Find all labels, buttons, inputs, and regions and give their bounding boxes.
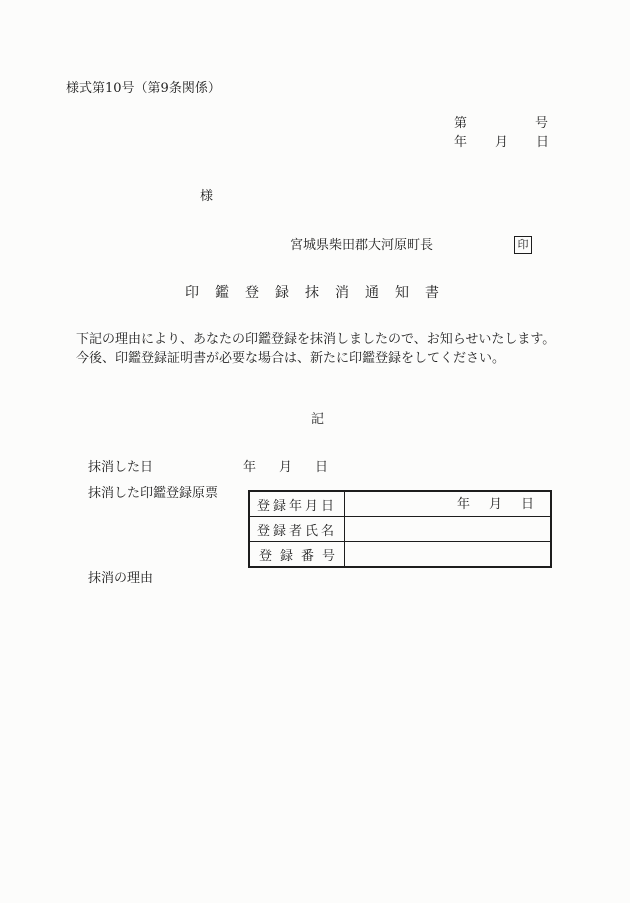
registration-date-month: 月 (488, 496, 502, 512)
form-title: 印鑑登録抹消通知書 (185, 285, 455, 301)
erased-date-year: 年 (243, 460, 257, 475)
row-label-registration-date: 登録年月日 (249, 491, 345, 517)
doc-number-prefix: 第 (454, 116, 468, 131)
table-row (249, 517, 551, 542)
erased-date-value (243, 461, 328, 474)
erased-date-month: 月 (279, 460, 293, 475)
erased-date-day: 日 (315, 460, 329, 475)
issue-date-year: 年 (454, 135, 468, 150)
reason-label: 抹消の理由 (88, 571, 154, 586)
registration-date-year: 年 (456, 496, 470, 512)
seal-mark-label: 印 (517, 238, 529, 251)
row-label-registrant-name: 登録者氏名 (249, 517, 345, 542)
registry-label: 抹消した印鑑登録原票 (88, 486, 219, 501)
doc-number-line (454, 117, 548, 130)
registry-table (248, 490, 552, 568)
registration-date-triplet (345, 498, 550, 511)
row-value-registrant-name (345, 517, 552, 542)
form-number: 様式第10号（第9条関係） (66, 81, 221, 96)
sender-name: 宮城県柴田郡大河原町長 (290, 238, 434, 253)
issue-date-line (454, 136, 549, 149)
erased-date-label: 抹消した日 (88, 460, 154, 475)
table-row (249, 542, 551, 568)
body-line: 下記の理由により、あなたの印鑑登録を抹消しましたので、お知らせいたします。 (76, 332, 556, 347)
seal-mark (514, 236, 532, 254)
issue-date-month: 月 (495, 135, 509, 150)
issue-date-day: 日 (536, 135, 550, 150)
body-line: 今後、印鑑登録証明書が必要な場合は、新たに印鑑登録をしてください。 (76, 351, 506, 366)
record-marker: 記 (311, 412, 325, 427)
addressee-honorific: 様 (200, 189, 214, 204)
row-value-registration-date (345, 491, 552, 517)
row-value-registration-number (345, 542, 552, 568)
table-row (249, 491, 551, 517)
doc-number-suffix: 号 (535, 116, 549, 131)
row-label-registration-number: 登録番号 (249, 542, 345, 568)
registration-date-day: 日 (520, 496, 534, 512)
